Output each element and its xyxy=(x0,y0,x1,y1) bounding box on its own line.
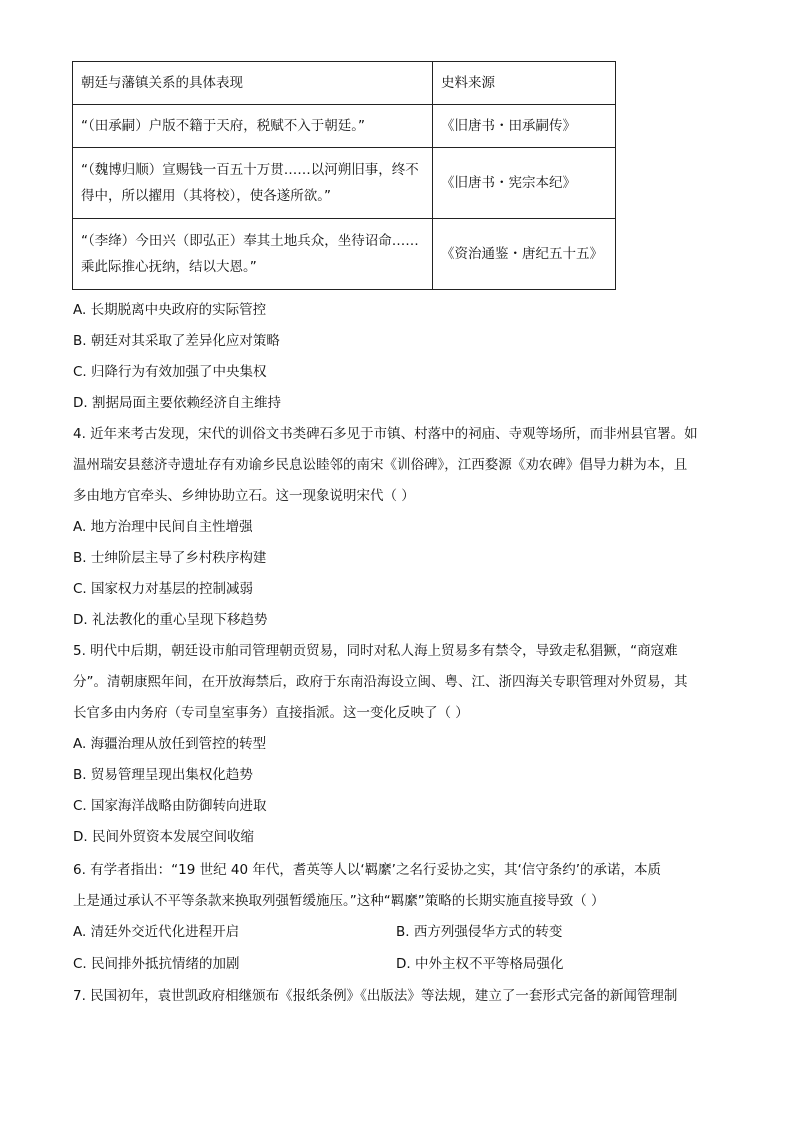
q3-option-d: D. 割据局面主要依赖经济自主维持 xyxy=(73,395,281,411)
table-cell: 《旧唐书・宪宗本纪》 xyxy=(433,148,616,219)
table-cell: “（李绛）今田兴（即弘正）奉其土地兵众，坐待诏命……乘此际推心抚纳，结以大恩。” xyxy=(73,219,433,290)
table-header-row xyxy=(73,62,616,105)
q3-option-a: A. 长期脱离中央政府的实际管控 xyxy=(73,302,267,318)
q5-stem-line: 分”。清朝康熙年间，在开放海禁后，政府于东南沿海设立闽、粤、江、浙四海关专职管理对外贸易，其 xyxy=(73,674,688,690)
q3-option-c: C. 归降行为有效加强了中央集权 xyxy=(73,364,267,380)
q6-option-b: B. 西方列强侵华方式的转变 xyxy=(396,924,563,940)
q5-option-d: D. 民间外贸资本发展空间收缩 xyxy=(73,829,254,845)
q4-option-a: A. 地方治理中民间自主性增强 xyxy=(73,519,253,535)
q6-stem-line: 6. 有学者指出：“19 世纪 40 年代，耆英等人以‘羁縻’之名行妥协之实，其‘信守条约’的承诺，本质 xyxy=(73,862,662,878)
q5-option-a: A. 海疆治理从放任到管控的转型 xyxy=(73,736,267,752)
q4-option-b: B. 士绅阶层主导了乡村秩序构建 xyxy=(73,550,267,566)
q5-stem-line: 5. 明代中后期，朝廷设市舶司管理朝贡贸易，同时对私人海上贸易多有禁令，导致走私猖獗，“商寇难 xyxy=(73,643,678,659)
q6-option-a: A. 清廷外交近代化进程开启 xyxy=(73,924,240,940)
q4-option-d: D. 礼法教化的重心呈现下移趋势 xyxy=(73,612,268,628)
table-row xyxy=(73,148,616,219)
q6-option-c: C. 民间排外抵抗情绪的加剧 xyxy=(73,956,240,972)
q3-option-b: B. 朝廷对其采取了差异化应对策略 xyxy=(73,333,280,349)
q6-option-d: D. 中外主权不平等格局强化 xyxy=(396,956,564,972)
table-header-cell: 朝廷与藩镇关系的具体表现 xyxy=(73,62,433,105)
q5-option-c: C. 国家海洋战略由防御转向进取 xyxy=(73,798,267,814)
table-header-cell: 史料来源 xyxy=(433,62,616,105)
table-cell: “（田承嗣）户版不籍于天府，税赋不入于朝廷。” xyxy=(73,105,433,148)
q5-stem-line: 长官多由内务府（专司皇室事务）直接指派。这一变化反映了（ ） xyxy=(73,705,469,721)
q7-stem-line: 7. 民国初年，袁世凯政府相继颁布《报纸条例》《出版法》等法规，建立了一套形式完备的新闻管理制 xyxy=(73,988,678,1004)
table-row xyxy=(73,105,616,148)
q4-stem-line: 温州瑞安县慈济寺遗址存有劝谕乡民息讼睦邻的南宋《训俗碑》，江西婺源《劝农碑》倡导力耕为本，且 xyxy=(73,457,688,473)
q5-option-b: B. 贸易管理呈现出集权化趋势 xyxy=(73,767,253,783)
table-cell: 《资治通鉴・唐纪五十五》 xyxy=(433,219,616,290)
q4-stem-line: 多由地方官牵头、乡绅协助立石。这一现象说明宋代（ ） xyxy=(73,488,415,504)
source-table xyxy=(72,61,616,290)
q4-stem-line: 4. 近年来考古发现，宋代的训俗文书类碑石多见于市镇、村落中的祠庙、寺观等场所，而非州县官署。如 xyxy=(73,426,698,442)
q4-option-c: C. 国家权力对基层的控制减弱 xyxy=(73,581,254,597)
table-cell: “（魏博归顺）宣赐钱一百五十万贯……以河朔旧事，终不得中，所以擢用（其将校），使各遂所欲。” xyxy=(73,148,433,219)
q6-stem-line: 上是通过承认不平等条款来换取列强暂缓施压。”这种“羁縻”策略的长期实施直接导致（ ） xyxy=(73,893,605,909)
table-cell: 《旧唐书・田承嗣传》 xyxy=(433,105,616,148)
table-row xyxy=(73,219,616,290)
